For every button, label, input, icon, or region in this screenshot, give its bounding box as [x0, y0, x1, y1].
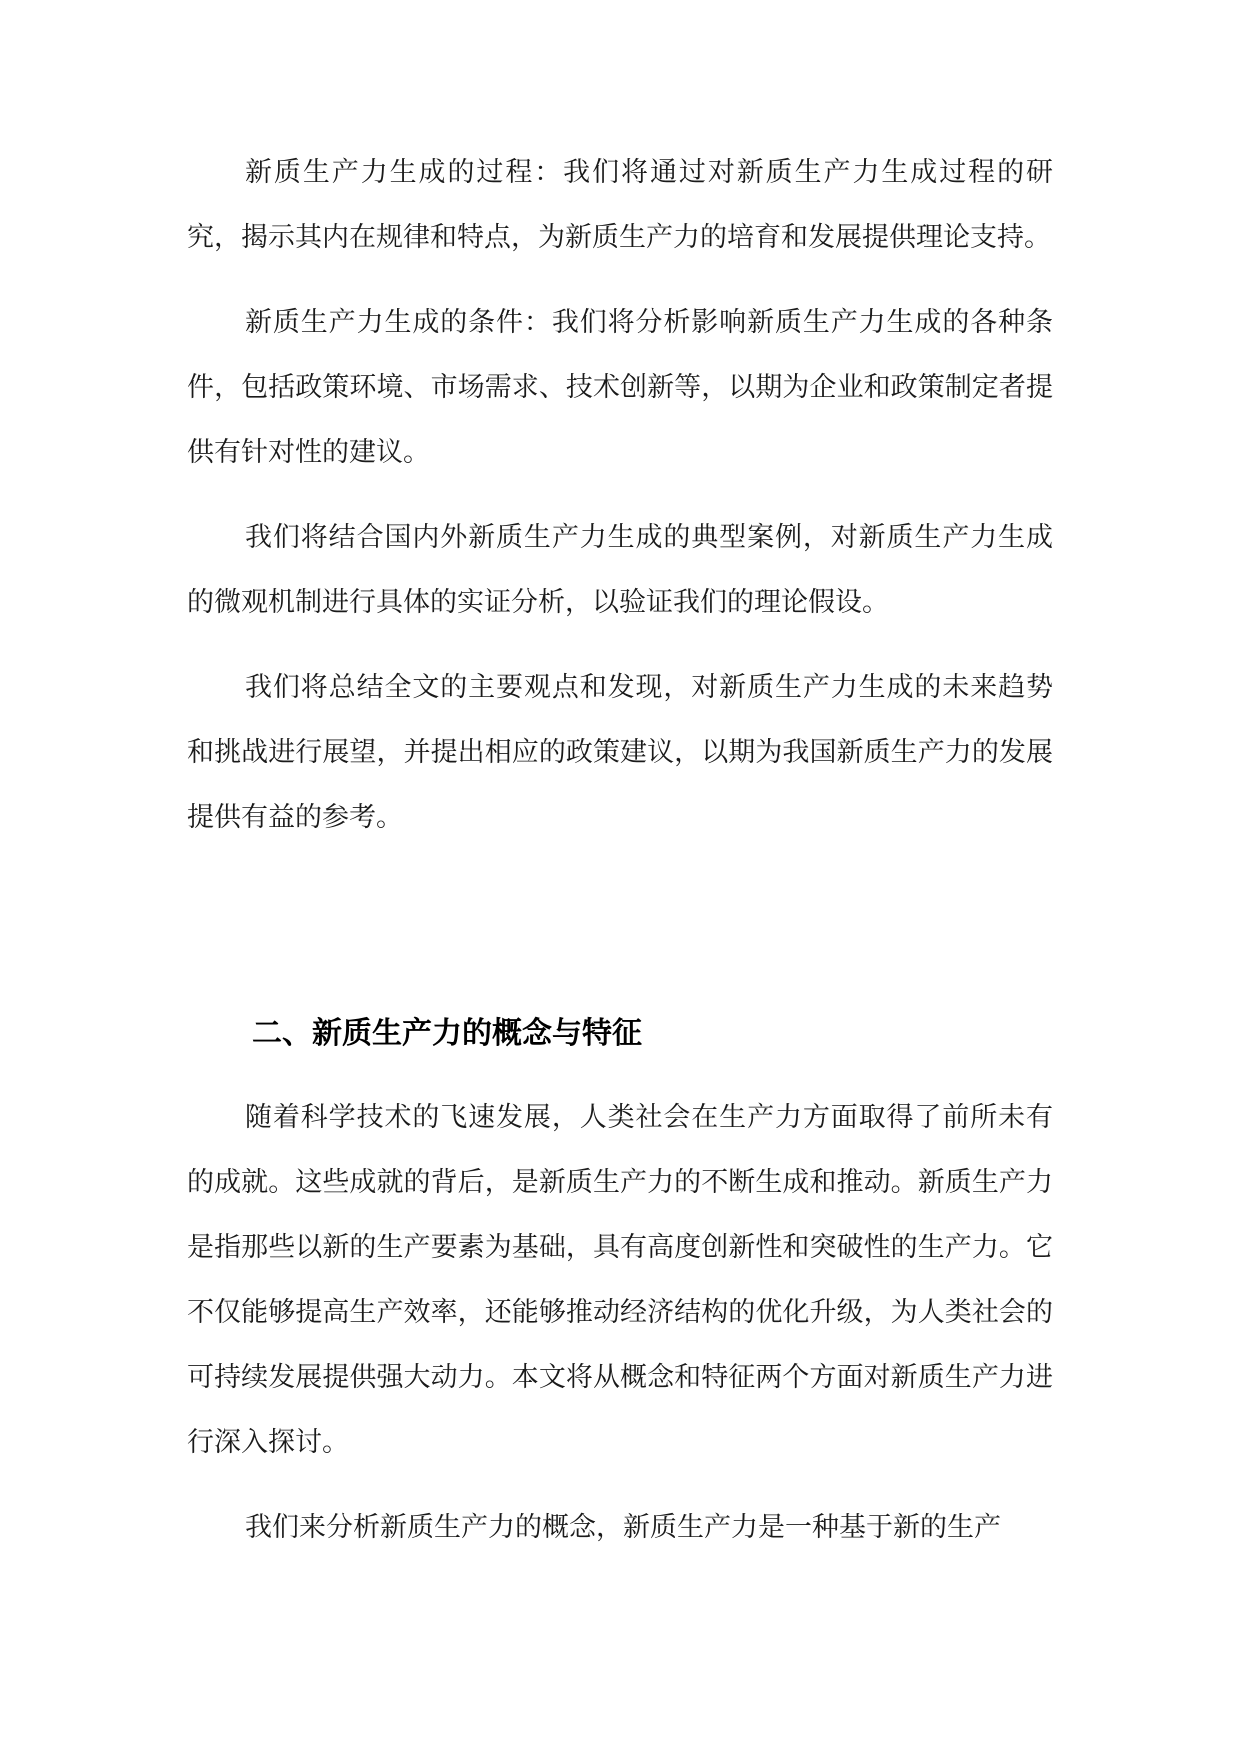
paragraph-summary-outlook: 我们将总结全文的主要观点和发现，对新质生产力生成的未来趋势和挑战进行展望，并提出相应的政策建议，以期为我国新质生产力的发展提供有益的参考。 — [187, 672, 1053, 833]
body-text-before-heading — [187, 140, 1053, 870]
paragraph-concept-intro: 随着科学技术的飞速发展，人类社会在生产力方面取得了前所未有的成就。这些成就的背后，是新质生产力的不断生成和推动。新质生产力是指那些以新的生产要素为基础，具有高度创新性和突破性的生产力。它不仅能够提高生产效率，还能够推动经济结构的优化升级，为人类社会的可持续发展提供强大动力。本文将从概念和特征两个方面对新质生产力进行深入探讨。 — [187, 1102, 1053, 1458]
section-heading: 二、新质生产力的概念与特征 — [252, 1016, 642, 1051]
paragraph-generation-conditions: 新质生产力生成的条件：我们将分析影响新质生产力生成的各种条件，包括政策环境、市场需求、技术创新等，以期为企业和政策制定者提供有针对性的建议。 — [187, 307, 1053, 468]
paragraph-generation-process: 新质生产力生成的过程：我们将通过对新质生产力生成过程的研究，揭示其内在规律和特点，为新质生产力的培育和发展提供理论支持。 — [187, 157, 1053, 253]
paragraph-concept-analysis: 我们来分析新质生产力的概念，新质生产力是一种基于新的生产 — [245, 1512, 1001, 1543]
body-text-after-heading — [187, 1085, 1053, 1580]
paragraph-case-study: 我们将结合国内外新质生产力生成的典型案例，对新质生产力生成的微观机制进行具体的实证分析，以验证我们的理论假设。 — [187, 522, 1053, 618]
